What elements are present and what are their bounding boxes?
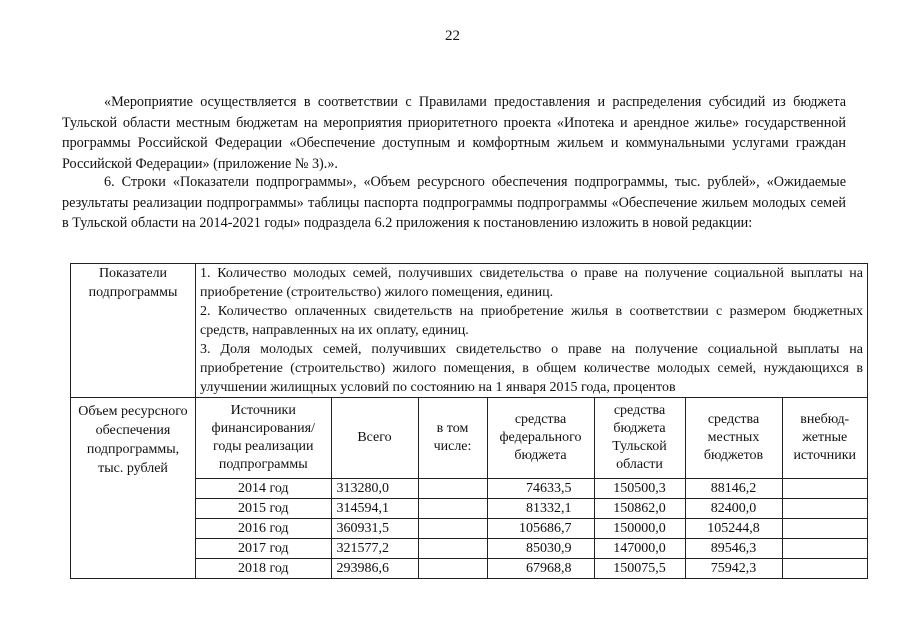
year-cell: 2014 год xyxy=(196,479,331,499)
federal-cell: 85030,9 xyxy=(487,539,594,559)
finance-header-row xyxy=(196,398,867,479)
indicators-label: Показатели подпрограммы xyxy=(71,264,196,398)
header-extra: внебюд-жетные источники xyxy=(782,398,867,479)
local-cell: 105244,8 xyxy=(685,519,782,539)
header-federal: средства федерального бюджета xyxy=(487,398,594,479)
year-cell: 2015 год xyxy=(196,499,331,519)
header-local: средства местных бюджетов xyxy=(685,398,782,479)
including-cell xyxy=(418,539,487,559)
indicators-content xyxy=(196,264,868,398)
header-source: Источники финансирования/ годы реализации подпрограммы xyxy=(196,398,331,479)
local-cell: 89546,3 xyxy=(685,539,782,559)
federal-cell: 81332,1 xyxy=(487,499,594,519)
extra-cell xyxy=(782,539,867,559)
regional-cell: 150000,0 xyxy=(594,519,685,539)
finance-content xyxy=(196,398,868,579)
table-row xyxy=(196,519,867,539)
table-row xyxy=(196,499,867,519)
federal-cell: 105686,7 xyxy=(487,519,594,539)
passport-table xyxy=(70,263,868,579)
including-cell xyxy=(418,499,487,519)
regional-cell: 150862,0 xyxy=(594,499,685,519)
federal-cell: 74633,5 xyxy=(487,479,594,499)
regional-cell: 150075,5 xyxy=(594,559,685,579)
extra-cell xyxy=(782,479,867,499)
total-cell: 314594,1 xyxy=(331,499,418,519)
finance-label: Объем ресурсного обеспечения подпрограммы, тыс. рублей xyxy=(71,398,196,579)
page-number: 22 xyxy=(445,28,460,44)
including-cell xyxy=(418,479,487,499)
regional-cell: 150500,3 xyxy=(594,479,685,499)
paragraph-amendment: 6. Строки «Показатели подпрограммы», «Объем ресурсного обеспечения подпрограммы, тыс. рублей», «Ожидаемые результаты реализации подпрограммы» таблицы паспорта подпрограммы подпрограммы «Обеспечение жильем молодых семей в Тульской области на 2014-2021 годы» подраздела 6.2 приложения к постановлению изложить в новой редакции: xyxy=(62,174,846,231)
indicators-row xyxy=(71,264,868,398)
federal-cell: 67968,8 xyxy=(487,559,594,579)
header-total: Всего xyxy=(331,398,418,479)
header-including: в том числе: xyxy=(418,398,487,479)
total-cell: 313280,0 xyxy=(331,479,418,499)
including-cell xyxy=(418,559,487,579)
extra-cell xyxy=(782,499,867,519)
header-regional: средства бюджета Тульской области xyxy=(594,398,685,479)
finance-table xyxy=(196,398,867,578)
year-cell: 2016 год xyxy=(196,519,331,539)
total-cell: 321577,2 xyxy=(331,539,418,559)
regional-cell: 147000,0 xyxy=(594,539,685,559)
local-cell: 82400,0 xyxy=(685,499,782,519)
year-cell: 2017 год xyxy=(196,539,331,559)
table-row xyxy=(196,479,867,499)
extra-cell xyxy=(782,519,867,539)
table-row xyxy=(196,539,867,559)
local-cell: 75942,3 xyxy=(685,559,782,579)
total-cell: 293986,6 xyxy=(331,559,418,579)
total-cell: 360931,5 xyxy=(331,519,418,539)
indicator-item: 3. Доля молодых семей, получивших свидетельство о праве на получение социальной выплаты на приобретение (строительство) жилого помещения, в общем количестве молодых семей, нуждающихся в улучшении жилищных условий по состоянию на 1 января 2015 года, процентов xyxy=(200,342,863,395)
indicator-item: 1. Количество молодых семей, получивших свидетельства о праве на получение социальной выплаты на приобретение (строительство) жилого помещения, единиц. xyxy=(200,266,863,300)
finance-row xyxy=(71,398,868,579)
year-cell: 2018 год xyxy=(196,559,331,579)
indicator-item: 2. Количество оплаченных свидетельств на приобретение жилья в соответствии с размером бюджетных средств, направленных на их оплату, единиц. xyxy=(200,304,863,338)
extra-cell xyxy=(782,559,867,579)
paragraph-measure: «Мероприятие осуществляется в соответствии с Правилами предоставления и распределения субсидий из бюджета Тульской области местным бюджетам на мероприятия приоритетного проекта «Ипотека и арендное жилье» государственной программы Российской Федерации «Обеспечение доступным и комфортным жильем и коммунальными услугами граждан Российской Федерации» (приложение № 3).». xyxy=(62,94,846,172)
local-cell: 88146,2 xyxy=(685,479,782,499)
including-cell xyxy=(418,519,487,539)
table-row xyxy=(196,559,867,579)
